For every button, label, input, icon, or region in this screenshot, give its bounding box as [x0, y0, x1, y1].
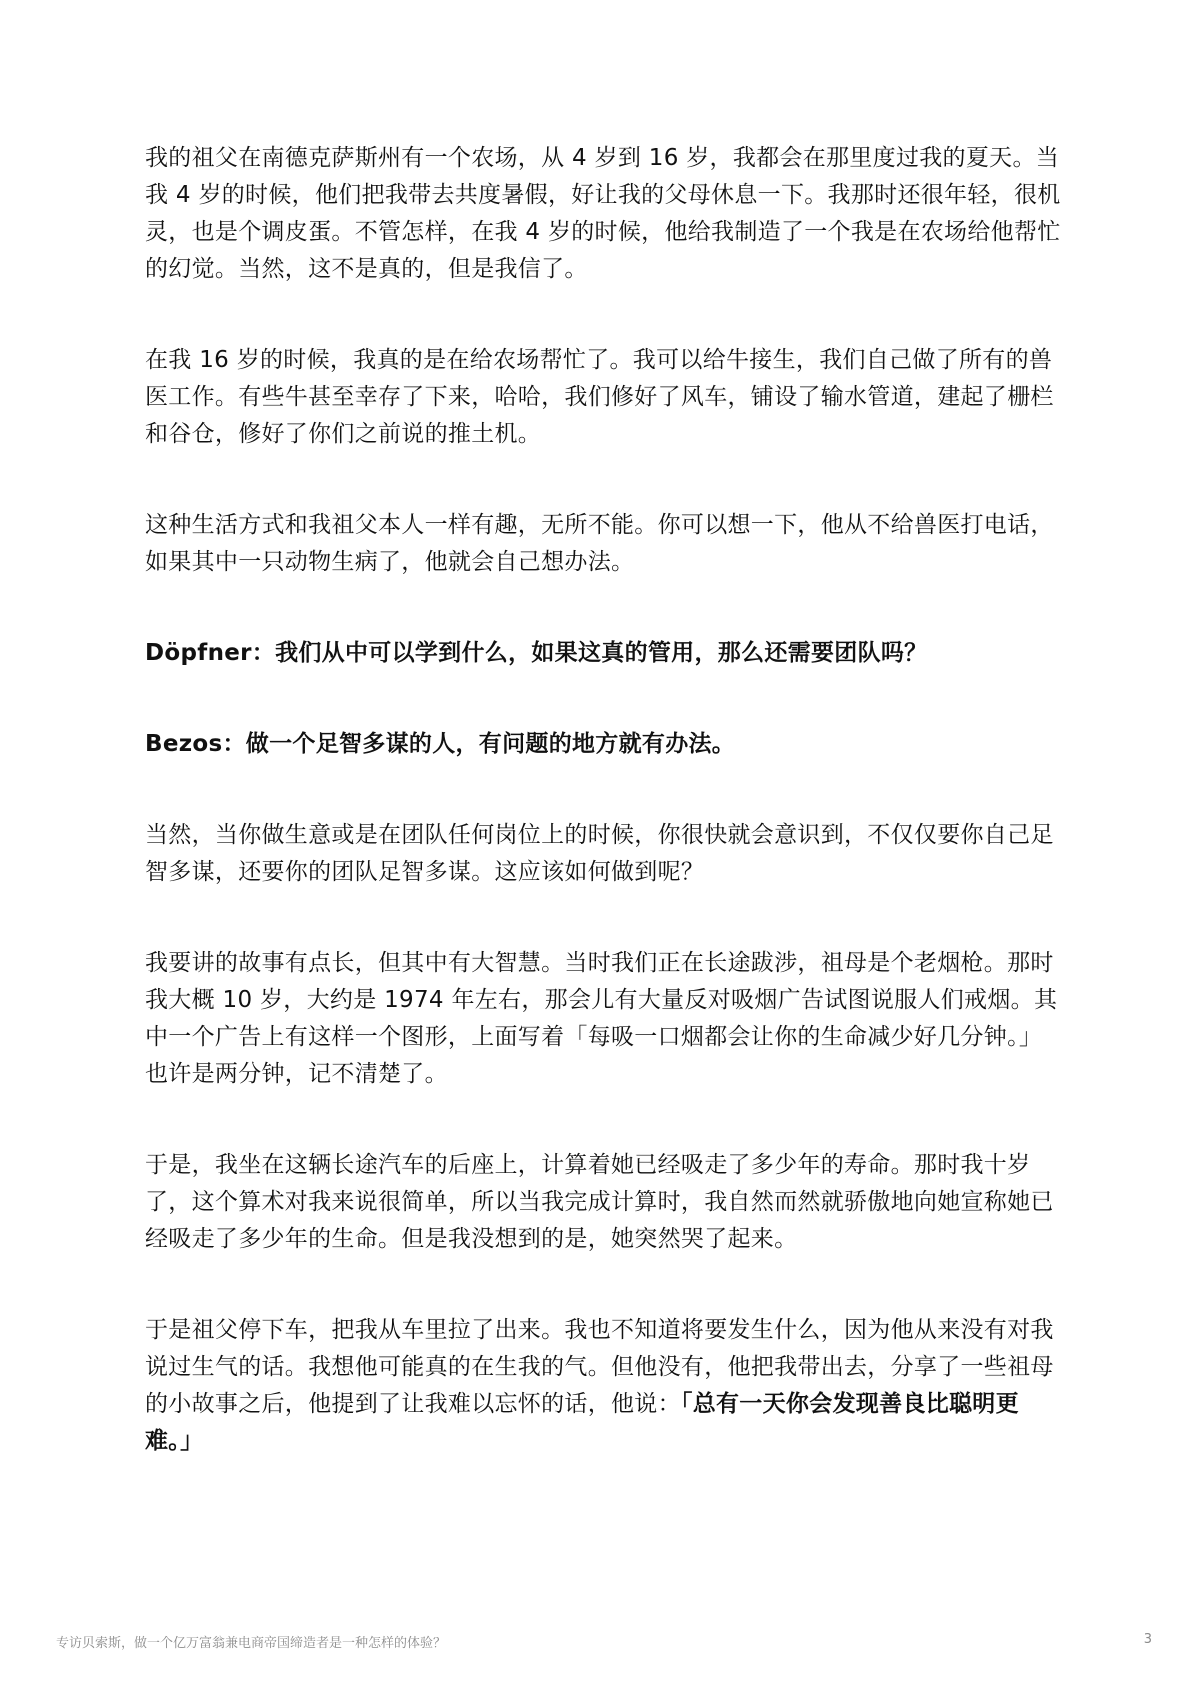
page-number: 3 — [1143, 1632, 1152, 1647]
footer-document-title: 专访贝索斯，做一个亿万富翁兼电商帝国缔造者是一种怎样的体验？ — [56, 1636, 447, 1651]
paragraph-farm: 我的祖父在南德克萨斯州有一个农场，从 4 岁到 16 岁，我都会在那里度过我的夏天。当我 4 岁的时候，他们把我带去共度暑假，好让我的父母休息一下。我那时还很年轻，很机灵，也是个调皮蛋。不管怎样，在我 4 岁的时候，他给我制造了一个我是在农场给他帮忙的幻觉。当然，这不是真的，但是我信了。 — [145, 145, 1061, 282]
paragraph-grandfather-text: 于是祖父停下车，把我从车里拉了出来。我也不知道将要发生什么，因为他从来没有对我说过生气的话。我想他可能真的在生我的气。但他没有，他把我带出去，分享了一些祖母的小故事之后，他提到了让我难以忘怀的话，他说： — [145, 1317, 1054, 1417]
article-body — [145, 140, 1065, 1460]
question-dopfner: Döpfner：我们从中可以学到什么，如果这真的管用，那么还需要团队吗？ — [145, 640, 928, 666]
kindness-quote: 「总有一天你会发现善良比聪明更难。」 — [145, 1391, 1019, 1454]
paragraph-team: 当然，当你做生意或是在团队任何岗位上的时候，你很快就会意识到，不仅仅要你自己足智多谋，还要你的团队足智多谋。这应该如何做到呢？ — [145, 822, 1054, 885]
page-footer — [56, 1632, 1152, 1656]
paragraph-calculation: 于是，我坐在这辆长途汽车的后座上，计算着她已经吸走了多少年的寿命。那时我十岁了，这个算术对我来说很简单，所以当我完成计算时，我自然而然就骄傲地向她宣称她已经吸走了多少年的生命。但是我没想到的是，她突然哭了起来。 — [145, 1152, 1054, 1252]
paragraph-lifestyle: 这种生活方式和我祖父本人一样有趣，无所不能。你可以想一下，他从不给兽医打电话，如果其中一只动物生病了，他就会自己想办法。 — [145, 512, 1054, 575]
answer-bezos: Bezos：做一个足智多谋的人，有问题的地方就有办法。 — [145, 731, 736, 757]
paragraph-story: 我要讲的故事有点长，但其中有大智慧。当时我们正在长途跋涉，祖母是个老烟枪。那时我大概 10 岁，大约是 1974 年左右，那会儿有大量反对吸烟广告试图说服人们戒烟。其中一个广告上有这样一个图形，上面写着「每吸一口烟都会让你的生命减少好几分钟。」也许是两分钟，记不清楚了。 — [145, 950, 1058, 1087]
paragraph-grandfather — [145, 1312, 1065, 1460]
paragraph-age-16: 在我 16 岁的时候，我真的是在给农场帮忙了。我可以给牛接生，我们自己做了所有的兽医工作。有些牛甚至幸存了下来，哈哈，我们修好了风车，铺设了输水管道，建起了栅栏和谷仓，修好了你们之前说的推土机。 — [145, 347, 1054, 447]
